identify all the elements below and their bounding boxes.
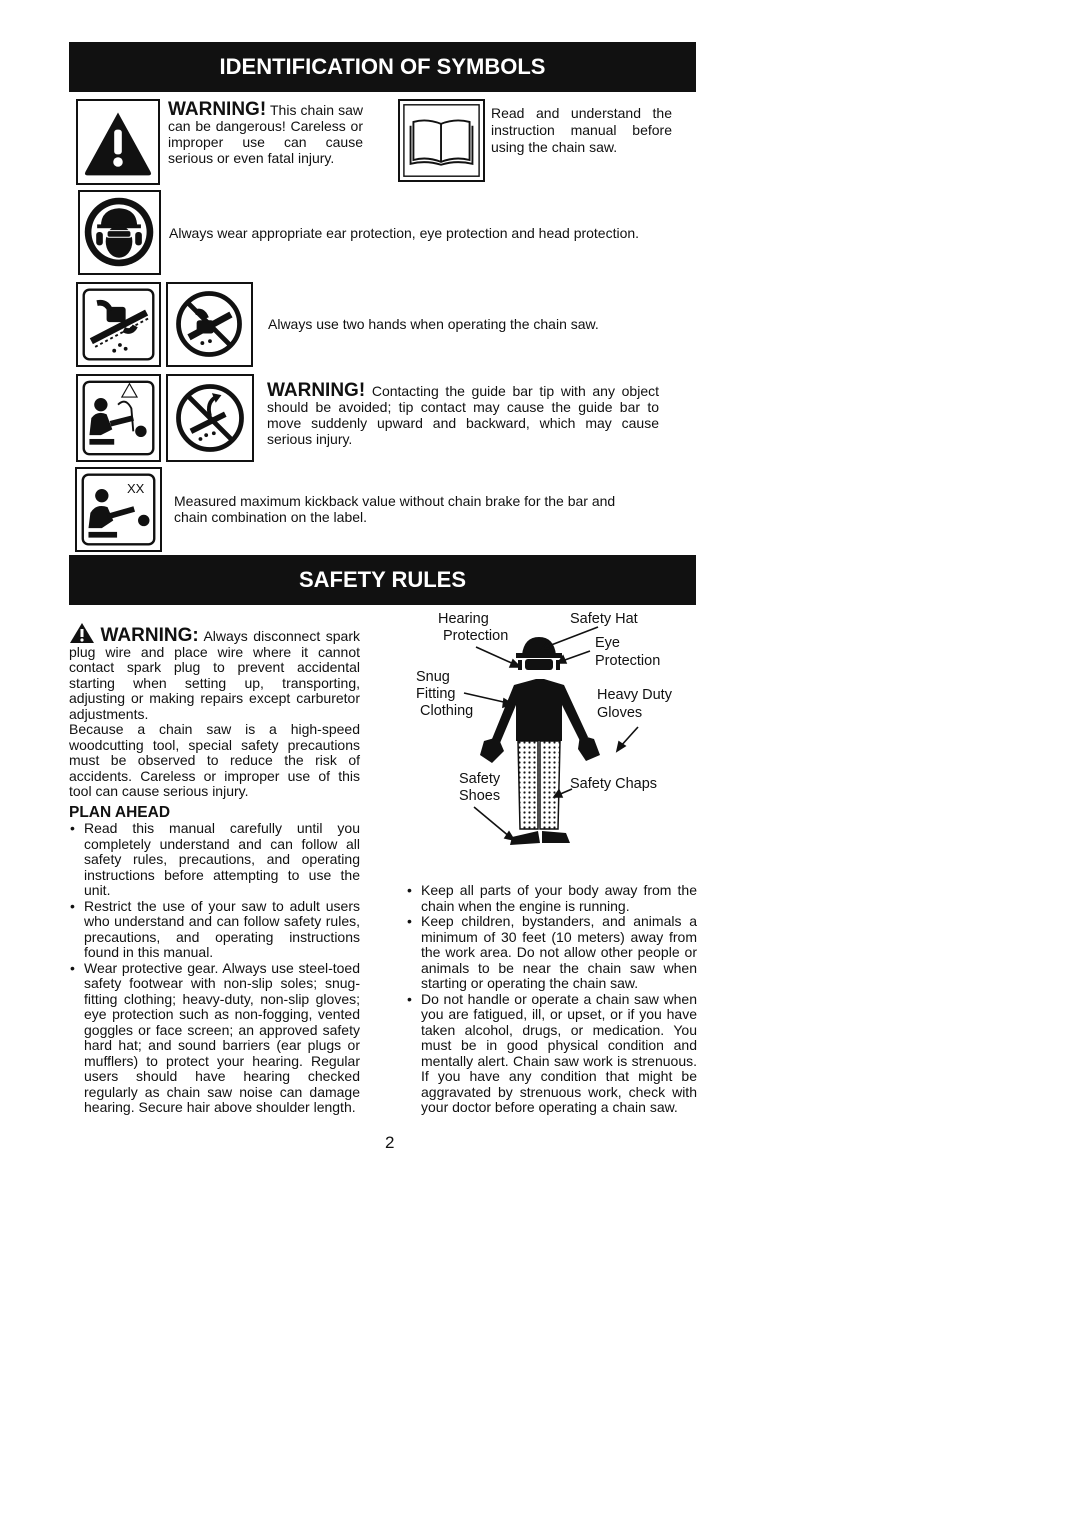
safety-intro-text: Because a chain saw is a high-speed woodcutting tool, special safety precautions must be observed to reduce the risk of accidents. Careless or improper use of this tool can cause serious injury. [69,721,360,799]
identification-title: IDENTIFICATION OF SYMBOLS [219,54,546,79]
tip-contact-prohibited-icon [168,376,252,460]
safety-banner [69,555,696,605]
list-item: • Keep all parts of your body away from the chain when the engine is running. [406,883,697,914]
label-snug-2: Fitting [416,686,456,702]
warning2-heading: WARNING! [267,380,366,401]
safety-warning-heading: WARNING: [100,625,199,646]
manual-text: Read and understand the instruction manual before using the chain saw. [491,105,672,155]
two-hands-saw-icon [78,284,159,365]
label-gloves-1: Heavy Duty [597,687,672,703]
safety-title: SAFETY RULES [298,567,467,592]
list-item: • Keep children, bystanders, and animals a minimum of 30 feet (10 meters) away from the work area. Do not allow other people or animals to be near the chain saw when starting or operating the chain saw. [406,914,697,992]
label-chaps: Safety Chaps [570,776,658,792]
tip-contact-prohibited-symbol [166,374,254,462]
identification-banner [69,42,696,92]
label-hearing-2: Protection [443,628,509,644]
plan-ahead-heading: PLAN AHEAD [69,804,171,821]
label-hat: Safety Hat [570,611,638,627]
two-hands-symbol [76,282,161,367]
list-item: • Restrict the use of your saw to adult users who understand and can follow safety rules, precautions, and operating instructions found in this manual. [69,899,360,961]
head-protection-icon [80,192,159,273]
warning2-text: Contacting the guide bar tip with any object should be avoided; tip contact may cause the guide bar to move suddenly upward and backward, which may cause serious injury. [267,383,659,447]
kickback-value-symbol [75,467,162,552]
label-hearing-1: Hearing [438,611,489,627]
warning1-heading: WARNING! [168,99,267,120]
list-item: • Do not handle or operate a chain saw when you are fatigued, ill, or upset, or if you have taken alcohol, drugs, or medication. You must be in good physical condition and mentally alert. Chain saw work is strenuous. If you have any condition that might be aggravated by strenuous work, check with your doctor before operating a chain saw. [406,992,697,1116]
list-item: • Read this manual carefully until you completely understand and can follow all safety rules, precautions, and operating instructions before attempting to use the unit. [69,821,360,899]
label-gloves-2: Gloves [597,705,643,721]
warning2-block [267,380,659,447]
warning-triangle-icon [69,622,95,644]
label-shoes-2: Shoes [459,788,501,804]
warning-symbol [76,99,160,185]
list-item: • Wear protective gear. Always use steel-toed safety footwear with non-slip soles; snug-fitting clothing; heavy-duty, non-slip gloves; eye protection such as non-fogging, vented goggles or face screen; an approved safety hard hat; and sound barriers (ear plugs or mufflers) to protect your hearing. Regular users should have hearing checked regularly as chain saw noise can damage hearing. Secure hair above shoulder length. [69,961,360,1116]
kickback-symbol [76,374,161,462]
label-shoes-1: Safety [459,771,501,787]
right-bullet-list [406,883,697,1116]
warning-triangle-icon [78,101,158,183]
one-hand-prohibited-symbol [166,282,253,367]
kickback-value-icon [77,469,160,550]
manual-symbol [398,99,485,182]
label-snug-3: Clothing [420,703,474,719]
warning1-text: This chain saw can be dangerous! Careless or improper use can cause serious or even fatal injury. [168,102,363,166]
kickback-xx-label: XX [127,481,145,496]
label-eye-1: Eye [595,635,620,651]
protection-symbol [78,190,161,275]
left-bullet-list [69,821,360,1116]
safety-warning-text: Always disconnect spark plug wire and place wire where it cannot contact spark plug to prevent accidental starting when setting up, transporting, adjusting or making repairs except carburetor adjustments. [69,628,360,722]
kickback-text: Measured maximum kickback value without chain brake for the bar and chain combination on the label. [174,493,616,525]
protection-text: Always wear appropriate ear protection, eye protection and head protection. [169,225,640,241]
open-book-icon [400,101,483,180]
page-number: 2 [385,1133,395,1152]
label-eye-2: Protection [595,653,661,669]
label-snug-1: Snug [416,669,450,685]
two-hands-text: Always use two hands when operating the chain saw. [268,316,599,332]
warning1-block [168,99,363,166]
one-hand-prohibited-icon [168,284,251,365]
safety-warning-block [69,622,360,722]
kickback-operator-icon [78,376,159,460]
